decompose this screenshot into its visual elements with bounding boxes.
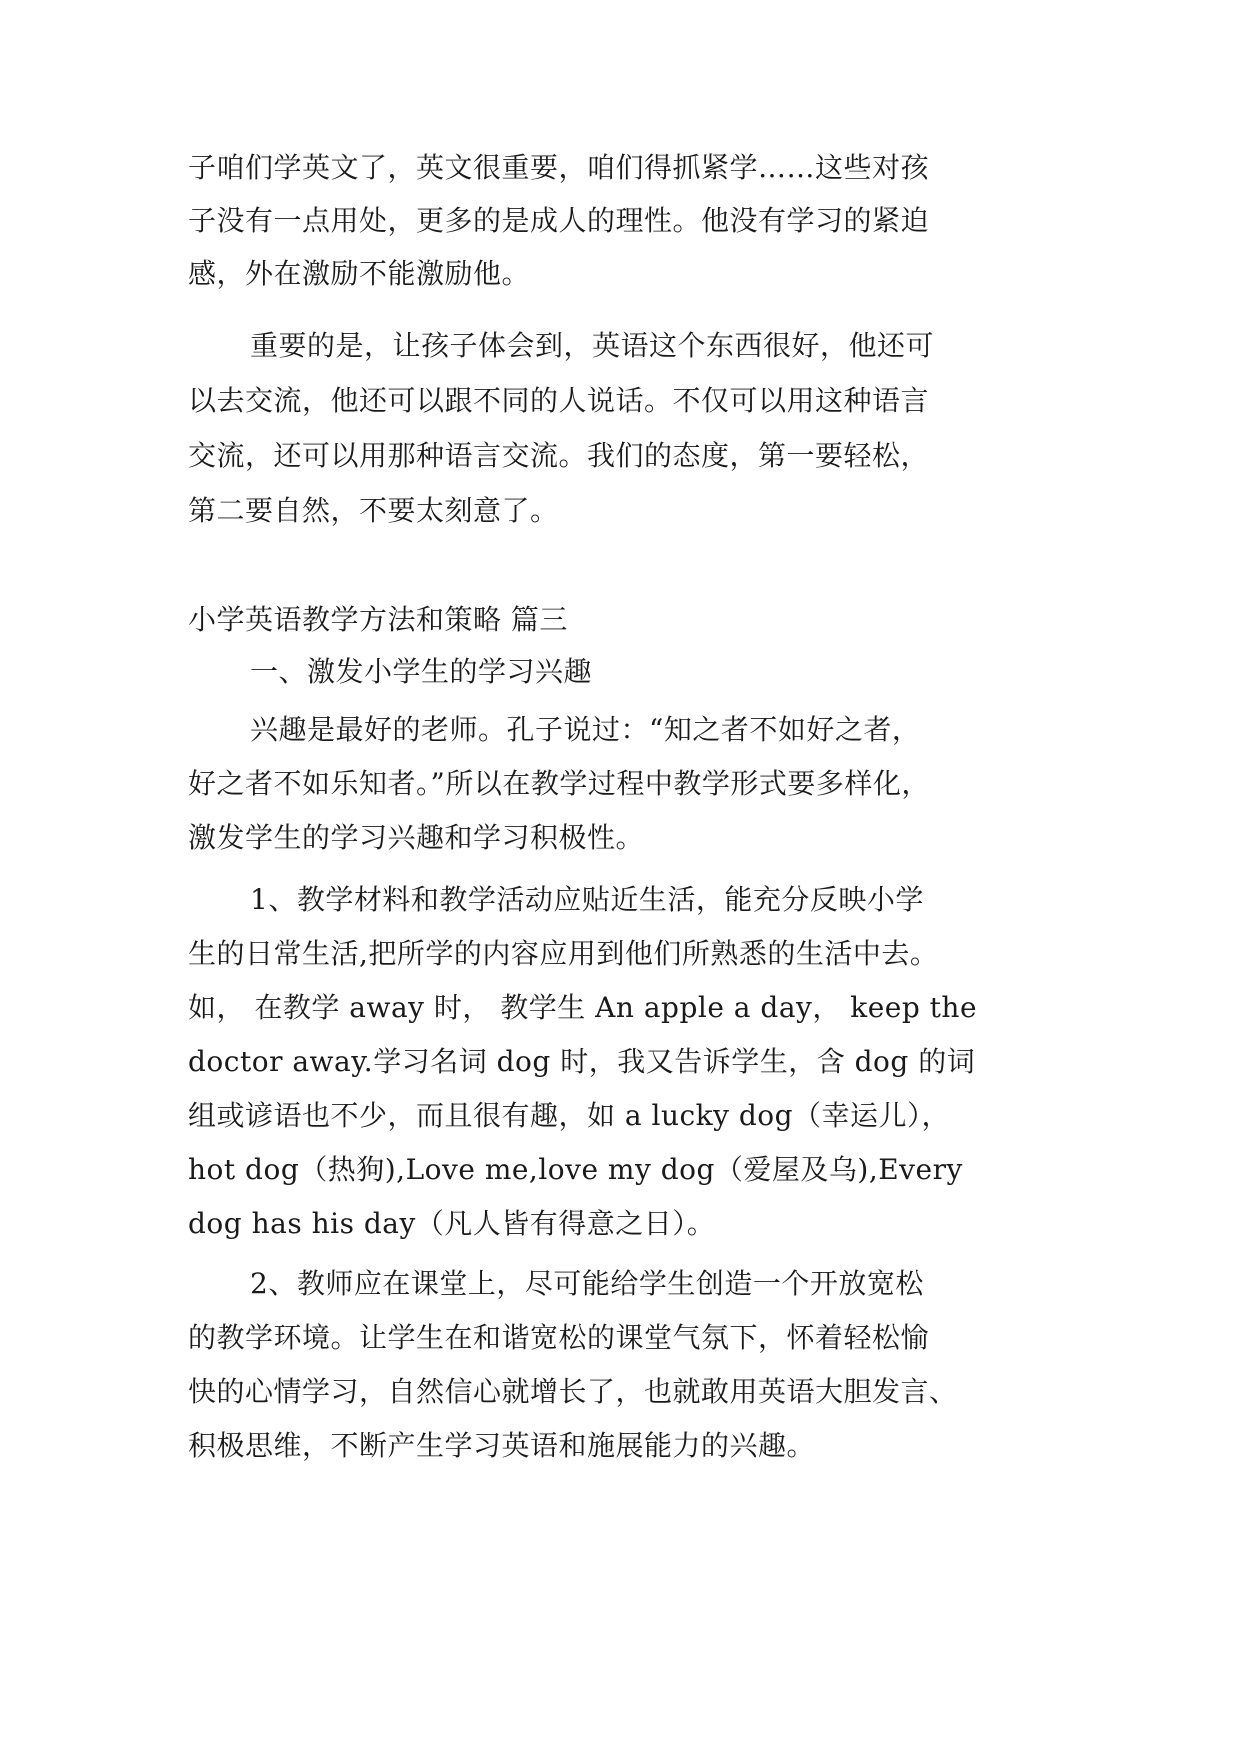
text-line: 以去交流，他还可以跟不同的人说话。不仅可以用这种语言 [188, 384, 930, 417]
text-line: 组或谚语也不少，而且很有趣，如 a lucky dog（幸运儿）， [188, 1099, 951, 1132]
text-line: hot dog（热狗),Love me,love my dog（爱屋及乌),Every [188, 1153, 963, 1186]
text-line: 如， 在教学 away 时， 教学生 An apple a day， keep the [188, 991, 978, 1024]
text-line: 感，外在激励不能激励他。 [188, 257, 531, 290]
text-line: 好之者不如乐知者。”所以在教学过程中教学形式要多样化， [188, 767, 930, 800]
text-line: 的教学环境。让学生在和谐宽松的课堂气氛下，怀着轻松愉 [188, 1321, 930, 1354]
subsection-heading: 一、激发小学生的学习兴趣 [250, 655, 593, 688]
section-heading: 小学英语教学方法和策略 篇三 [188, 603, 568, 636]
text-line: 子没有一点用处，更多的是成人的理性。他没有学习的紧迫 [188, 204, 930, 237]
text-line: 第二要自然，不要太刻意了。 [188, 494, 559, 527]
text-line: 兴趣是最好的老师。孔子说过：“知之者不如好之者， [250, 713, 921, 746]
text-line: 生的日常生活,把所学的内容应用到他们所熟悉的生活中去。 [188, 937, 939, 970]
text-line: 重要的是，让孩子体会到，英语这个东西很好，他还可 [250, 329, 935, 362]
text-line: 快的心情学习，自然信心就增长了，也就敢用英语大胆发言、 [188, 1375, 958, 1408]
text-line: 子咱们学英文了，英文很重要，咱们得抓紧学……这些对孩 [188, 151, 930, 184]
text-line: 1、教学材料和教学活动应贴近生活，能充分反映小学 [250, 883, 924, 916]
text-line: 2、教师应在课堂上，尽可能给学生创造一个开放宽松 [250, 1267, 924, 1300]
text-line: 积极思维，不断产生学习英语和施展能力的兴趣。 [188, 1429, 816, 1462]
text-line: 交流，还可以用那种语言交流。我们的态度，第一要轻松， [188, 439, 930, 472]
text-line: dog has his day（凡人皆有得意之日）。 [188, 1207, 716, 1240]
text-line: 激发学生的学习兴趣和学习积极性。 [188, 821, 645, 854]
text-line: doctor away.学习名词 dog 时，我又告诉学生，含 dog 的词 [188, 1045, 976, 1078]
